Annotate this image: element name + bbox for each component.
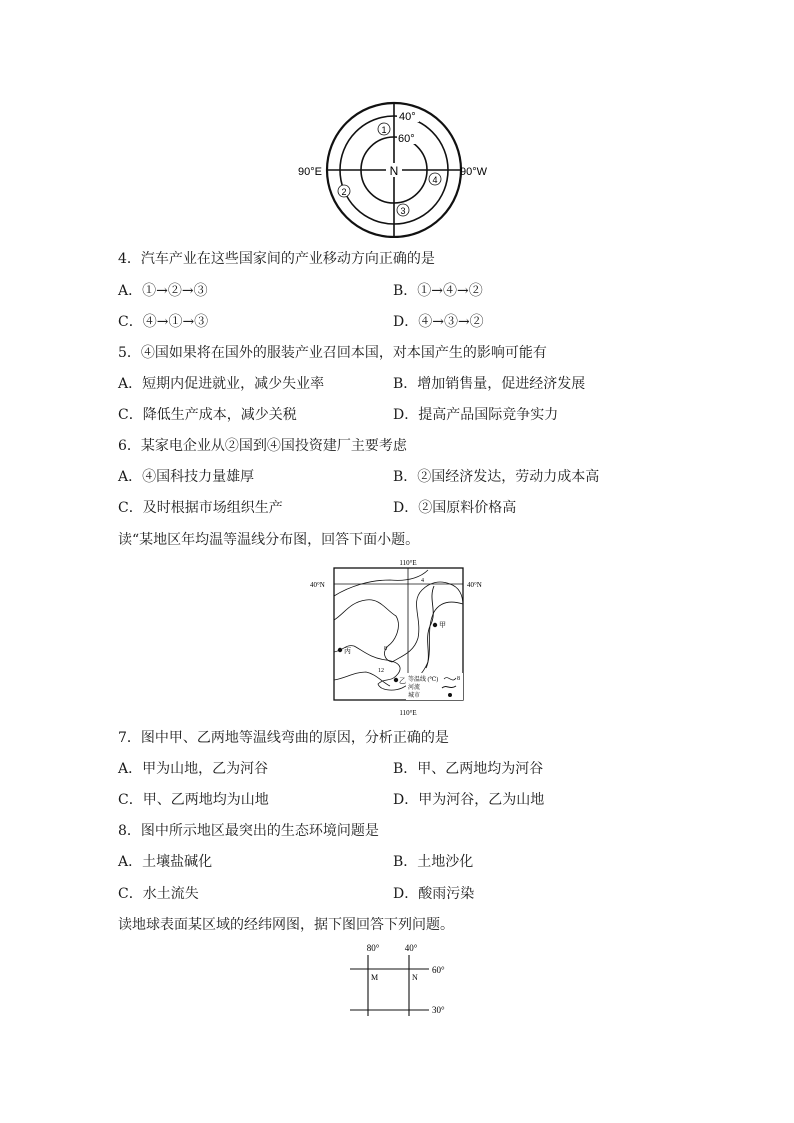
question-8-option-b: B．土地沙化 [393, 854, 474, 870]
question-7-option-d: D．甲为河谷，乙为山地 [393, 792, 545, 808]
question-5-option-b: B．增加销售量，促进经济发展 [393, 376, 586, 392]
graticule-figure [340, 940, 460, 1018]
left-latitude-label: 40°N [310, 581, 325, 589]
longitude-west-label: 90°W [460, 166, 488, 178]
question-8-option-d: D．酸雨污染 [393, 886, 475, 902]
latitude-60-label: 60° [398, 133, 415, 145]
latitude-40-label: 40° [399, 111, 416, 123]
top-meridian-label: 110°E [399, 559, 417, 567]
isotherm-map-figure [310, 556, 490, 720]
question-7-stem: 7．图中甲、乙两地等温线弯曲的原因，分析正确的是 [118, 730, 449, 746]
question-5-option-d: D．提高产品国际竞争实力 [393, 407, 559, 423]
question-7-option-c: C．甲、乙两地均为山地 [118, 792, 269, 808]
isotherm-8-label: 8 [384, 646, 387, 652]
legend-isotherm-value: 8 [457, 676, 460, 682]
question-7-option-b: B．甲、乙两地均为河谷 [393, 761, 544, 777]
latitude-60-label: 60° [432, 965, 445, 975]
legend-river-label: 河流 [408, 685, 421, 691]
isotherm-12-label: 12 [378, 668, 384, 674]
point-n-label: N [412, 973, 418, 982]
country-1-label: 1 [381, 125, 387, 135]
question-8-option-a: A．土壤盐碱化 [118, 854, 213, 870]
question-6-option-c: C．及时根据市场组织生产 [118, 500, 283, 516]
question-4-stem: 4．汽车产业在这些国家间的产业移动方向正确的是 [118, 251, 435, 267]
country-2-label: 2 [341, 187, 347, 197]
question-4-option-a: A．①→②→③ [118, 283, 208, 299]
pole-label: N [389, 164, 399, 178]
country-4-label: 4 [432, 175, 438, 185]
longitude-40-label: 40° [404, 943, 418, 953]
question-6-option-a: A．④国科技力量雄厚 [118, 469, 255, 485]
question-4-option-c: C．④→①→③ [118, 314, 209, 330]
city-yi-label: 乙 [399, 677, 406, 685]
river-line [426, 586, 434, 668]
country-3-label: 3 [400, 206, 406, 216]
grid-intro: 读地球表面某区域的经纬网图，据下图回答下列问题。 [118, 917, 454, 933]
city-bing-marker [338, 648, 342, 652]
question-4-option-d: D．④→③→② [393, 314, 484, 330]
city-yi-marker [394, 678, 398, 682]
city-jia-marker [433, 623, 437, 627]
city-bing-label: 丙 [344, 647, 351, 655]
latitude-30-label: 30° [432, 1005, 445, 1015]
legend-city-label: 城市 [408, 693, 421, 699]
question-6-option-d: D．②国原料价格高 [393, 500, 517, 516]
bottom-meridian-label: 110°E [399, 709, 417, 717]
longitude-east-label: 90°E [298, 166, 322, 178]
legend-city-symbol [448, 693, 452, 697]
question-7-option-a: A．甲为山地，乙为河谷 [118, 761, 269, 777]
question-5-option-c: C．降低生产成本，减少关税 [118, 407, 297, 423]
question-4-option-b: B．①→④→② [393, 283, 483, 299]
question-6-option-b: B．②国经济发达，劳动力成本高 [393, 469, 600, 485]
point-m-label: M [371, 973, 379, 982]
isotherm-intro: 读“某地区年均温等温线分布图，回答下面小题。 [118, 532, 420, 548]
city-jia-label: 甲 [439, 621, 446, 629]
polar-map-figure [290, 98, 510, 238]
question-5-stem: 5．④国如果将在国外的服装产业召回本国，对本国产生的影响可能有 [118, 345, 547, 361]
isotherm-4-label: 4 [421, 578, 424, 584]
question-8-stem: 8．图中所示地区最突出的生态环境问题是 [118, 823, 379, 839]
isotherm-south-line [334, 672, 390, 686]
question-6-stem: 6．某家电企业从②国到④国投资建厂主要考虑 [118, 438, 407, 454]
question-5-option-a: A．短期内促进就业，减少失业率 [118, 376, 325, 392]
legend-isotherm-label: 等温线 (℃) [408, 677, 439, 683]
question-8-option-c: C．水土流失 [118, 886, 199, 902]
isotherm-4-line [334, 570, 428, 596]
longitude-80-label: 80° [366, 943, 380, 953]
right-latitude-label: 40°N [467, 581, 482, 589]
